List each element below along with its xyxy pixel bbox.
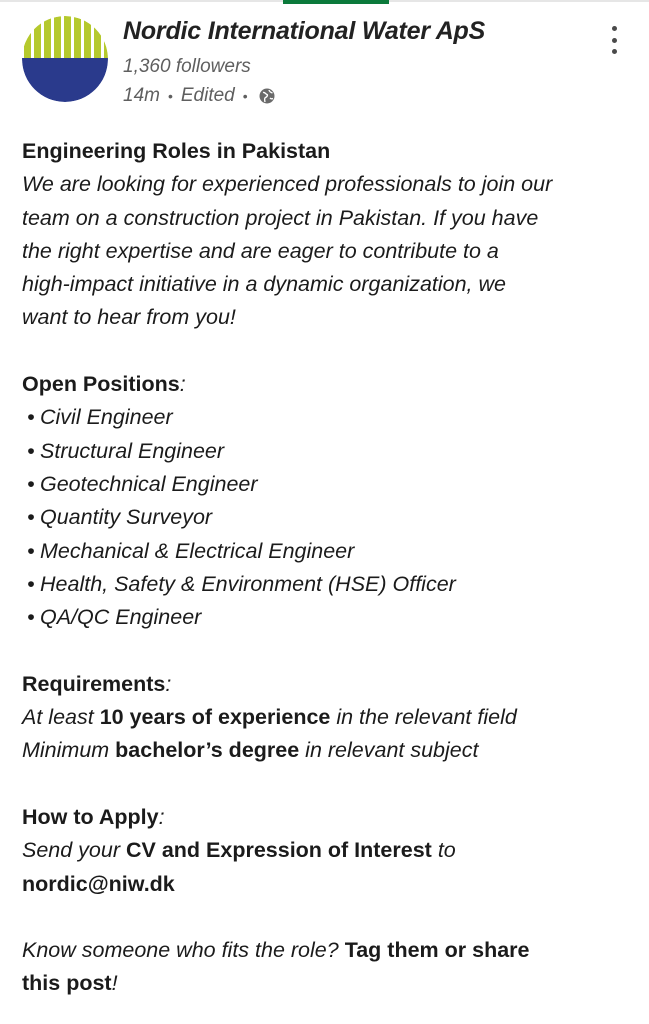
- more-vertical-icon: [612, 26, 617, 31]
- intro-line: high-impact initiative in a dynamic organization, we: [22, 272, 506, 297]
- position-label: QA/QC Engineer: [40, 605, 202, 630]
- email-link[interactable]: nordic@niw.dk: [22, 871, 175, 896]
- requirements-heading: [22, 668, 632, 701]
- share-line: [22, 967, 632, 1000]
- requirements-heading-text: Requirements: [22, 671, 166, 696]
- company-logo-graphic: [22, 16, 108, 102]
- share-call-to-action: Tag them or share: [338, 938, 530, 963]
- list-item: [22, 401, 632, 434]
- bullet: •: [27, 605, 35, 630]
- share-line: [22, 934, 632, 967]
- share-question: Know someone who fits the role?: [22, 938, 339, 963]
- position-label: Health, Safety & Environment (HSE) Officer: [40, 571, 456, 596]
- post-body: [22, 135, 632, 1001]
- author-name[interactable]: Nordic International Water ApS: [123, 17, 486, 45]
- bullet: •: [27, 505, 35, 530]
- apply-heading: [22, 801, 632, 834]
- heading-colon: :: [179, 372, 186, 397]
- globe-icon: [258, 87, 276, 105]
- bullet: •: [27, 571, 35, 596]
- list-item: [22, 535, 632, 568]
- meta-separator: •: [242, 88, 248, 104]
- bullet: •: [27, 471, 35, 496]
- list-item: [22, 435, 632, 468]
- intro-line: the right expertise and are eager to contribute to a: [22, 238, 499, 263]
- position-label: Structural Engineer: [40, 438, 225, 463]
- spacer: [22, 768, 632, 801]
- bullet: •: [27, 538, 35, 563]
- apply-heading-text: How to Apply: [22, 804, 159, 829]
- requirement-prefix: Minimum: [22, 738, 116, 763]
- post-title: Engineering Roles in Pakistan: [22, 139, 331, 163]
- bullet: •: [27, 405, 35, 430]
- post-meta: [123, 85, 276, 107]
- list-item: [22, 501, 632, 534]
- requirement-emphasis: bachelor’s degree: [115, 738, 300, 763]
- apply-prefix: Send your: [22, 838, 126, 863]
- email-line: [22, 868, 632, 901]
- positions-heading-text: Open Positions: [22, 372, 180, 397]
- intro-line: team on a construction project in Pakistan. If you have: [22, 205, 539, 230]
- heading-colon: :: [158, 804, 165, 829]
- list-item: [22, 601, 632, 634]
- positions-list: [22, 401, 632, 634]
- post-header: [22, 16, 627, 116]
- requirement-line: [22, 734, 632, 767]
- more-vertical-icon: [612, 38, 617, 43]
- apply-emphasis: CV and Expression of Interest: [125, 838, 432, 863]
- position-label: Geotechnical Engineer: [40, 471, 258, 496]
- company-logo[interactable]: [22, 16, 108, 102]
- requirement-suffix: in relevant subject: [299, 738, 479, 763]
- spacer: [22, 634, 632, 667]
- meta-separator: •: [167, 88, 173, 104]
- more-options-button[interactable]: [605, 24, 623, 56]
- intro-line: We are looking for experienced professionals to join our: [22, 172, 553, 197]
- list-item: [22, 468, 632, 501]
- more-vertical-icon: [612, 49, 617, 54]
- intro-line: want to hear from you!: [22, 305, 236, 330]
- share-exclamation: !: [111, 971, 118, 996]
- position-label: Mechanical & Electrical Engineer: [40, 538, 355, 563]
- requirement-suffix: in the relevant field: [330, 705, 517, 730]
- requirement-emphasis: 10 years of experience: [99, 705, 331, 730]
- apply-suffix: to: [431, 838, 456, 863]
- requirement-line: [22, 701, 632, 734]
- positions-heading: [22, 368, 632, 401]
- list-item: [22, 568, 632, 601]
- position-label: Quantity Surveyor: [40, 505, 213, 530]
- post-time: 14m: [123, 85, 160, 106]
- follower-count: 1,360 followers: [123, 56, 251, 77]
- apply-line: [22, 834, 632, 867]
- heading-colon: :: [165, 671, 172, 696]
- position-label: Civil Engineer: [40, 405, 173, 430]
- requirement-prefix: At least: [22, 705, 100, 730]
- spacer: [22, 901, 632, 934]
- share-call-to-action: this post: [22, 971, 112, 996]
- bullet: •: [27, 438, 35, 463]
- spacer: [22, 335, 632, 368]
- edited-label: Edited: [180, 85, 235, 106]
- tab-indicator: [283, 0, 389, 4]
